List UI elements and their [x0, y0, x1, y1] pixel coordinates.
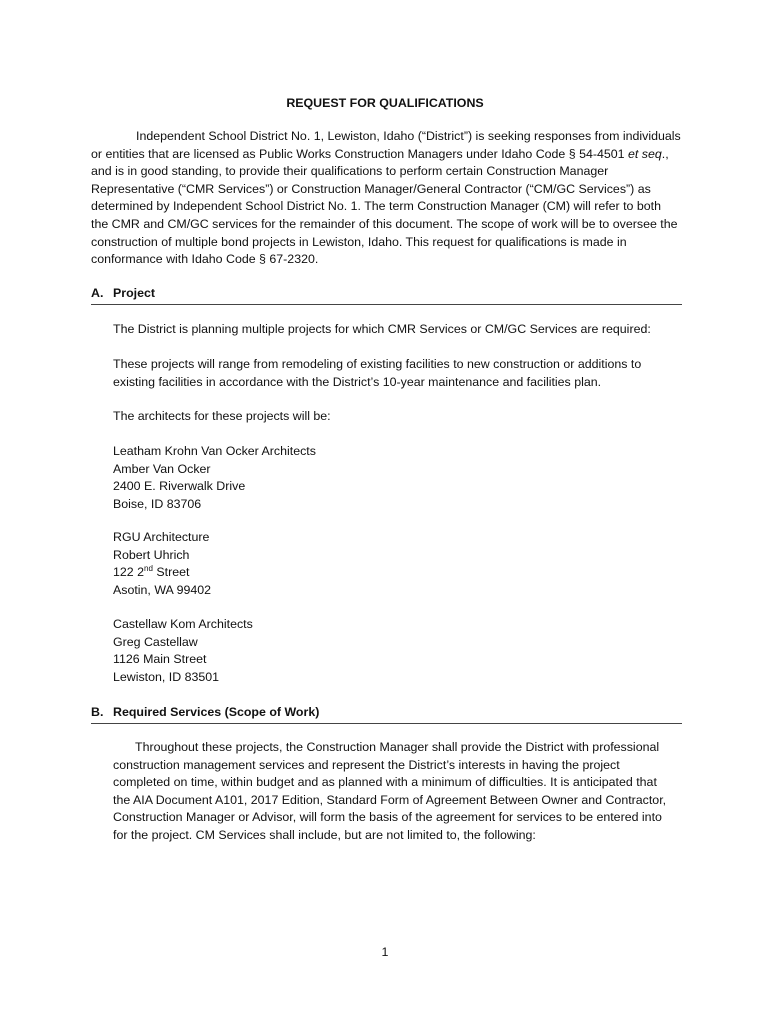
intro-text-part1: Independent School District No. 1, Lewiston, Idaho (“District”) is seeking responses from individuals or entities that are licensed as Public Works Construction Managers under Idaho Code § 54-4501 [91, 129, 681, 161]
architect-city: Asotin, WA 99402 [113, 582, 212, 597]
section-a-para1: The District is planning multiple projects for which CMR Services or CM/GC Services are required: [113, 322, 651, 336]
architect-contact: Greg Castellaw [113, 634, 198, 649]
architect-firm: Leatham Krohn Van Ocker Architects [113, 444, 316, 458]
intro-text-italic: et seq [628, 146, 662, 161]
architect-contact: Robert Uhrich [113, 547, 190, 562]
architect-city: Boise, ID 83706 [113, 496, 202, 511]
intro-paragraph [91, 128, 681, 269]
architect-contact: Amber Van Ocker [113, 461, 211, 476]
architect-address-3 [113, 616, 683, 686]
section-a-title: Project [113, 286, 156, 300]
street-number: 122 2 [113, 565, 145, 580]
section-a-para3: The architects for these projects will be: [113, 409, 331, 423]
architect-address-2 [113, 529, 683, 599]
architect-street: 1126 Main Street [113, 652, 207, 667]
architect-firm: RGU Architecture [113, 530, 210, 544]
street-ordinal-suffix: nd [144, 564, 153, 574]
architect-firm: Castellaw Kom Architects [113, 617, 253, 631]
section-b-letter: B. [91, 705, 104, 719]
street-name: Street [152, 565, 190, 580]
page-number: 1 [381, 945, 389, 959]
section-b-heading [91, 704, 682, 724]
architect-city: Lewiston, ID 83501 [113, 669, 220, 684]
section-a-letter: A. [91, 286, 104, 300]
section-b-title: Required Services (Scope of Work) [113, 705, 320, 719]
section-a-heading [91, 285, 682, 305]
page-title: REQUEST FOR QUALIFICATIONS [286, 96, 484, 110]
section-b-para1: Throughout these projects, the Construction Manager shall provide the District with professional construction management services and represent the District’s interests in having the project completed on time, within budget and as planned with a minimum of difficulties. It is anticipated that the AIA Document A101, 2017 Edition, Standard Form of Agreement Between Owner and Contractor, Construction Manager or Advisor, will form the basis of the agreement for services to be entered into for the project. CM Services shall include, but are not limited to, the following: [113, 740, 667, 842]
architect-street: 2400 E. Riverwalk Drive [113, 479, 246, 494]
architect-address-1 [113, 443, 683, 513]
intro-text-part2: ., and is in good standing, to provide their qualifications to perform certain Construction Manager Representative (“CMR Services”) or Construction Manager/General Contractor (“CM/GC Services”) as determined by Independent School District No. 1. The term Construction Manager (CM) will refer to both the CMR and CM/GC services for the remainder of this document. The scope of work will be to oversee the construction of multiple bond projects in Lewiston, Idaho. This request for qualifications is made in conformance with Idaho Code § 67-2320. [91, 146, 678, 267]
section-a-para2: These projects will range from remodeling of existing facilities to new construction or additions to existing facilities in accordance with the District’s 10-year maintenance and facilities plan. [113, 357, 642, 389]
architect-street [113, 564, 683, 582]
